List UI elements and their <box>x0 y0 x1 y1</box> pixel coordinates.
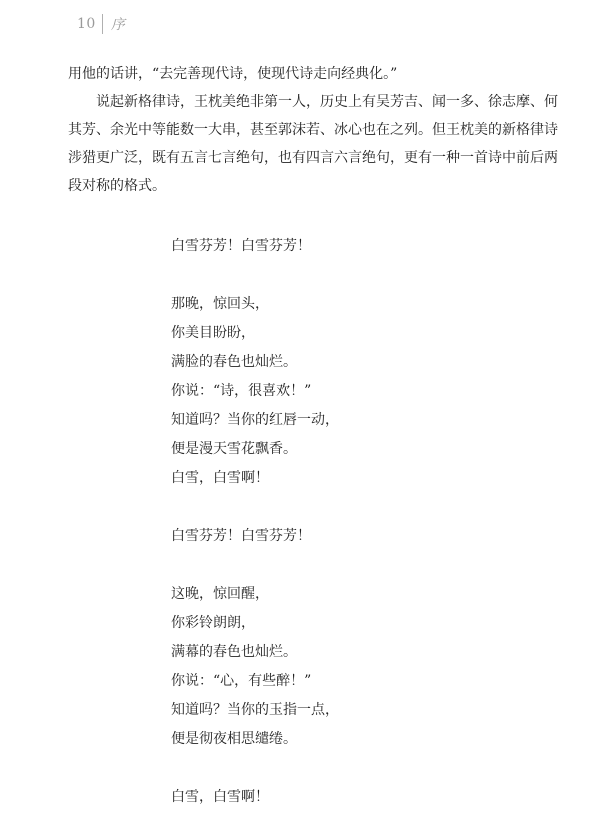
stanza-gap <box>171 493 551 522</box>
stanza-gap <box>171 261 551 290</box>
page-number: 10 <box>77 16 96 32</box>
poem-closing-line: 白雪，白雪啊！ <box>171 789 269 805</box>
poem-line: 这晚，惊回醒， <box>171 586 269 602</box>
preface-body <box>68 60 558 200</box>
poem-line: 你美目盼盼， <box>171 325 255 341</box>
poem-line: 知道吗？当你的玉指一点， <box>171 702 339 718</box>
poem-line: 满脸的春色也灿烂。 <box>171 354 297 370</box>
stanza-gap <box>171 754 551 783</box>
poem-line: 你彩铃朗朗， <box>171 615 255 631</box>
poem-line: 便是漫天雪花飘香。 <box>171 441 297 457</box>
poem-line: 你说：“心，有些醉！” <box>171 673 312 689</box>
stanza-gap <box>171 551 551 580</box>
poem-line: 便是彻夜相思缱绻。 <box>171 731 297 747</box>
paragraph-new-metrical-poetry: 说起新格律诗，王枕美绝非第一人，历史上有吴芳吉、闻一多、徐志摩、何其芳、余光中等能数一大串，甚至郭沫若、冰心也在之列。但王枕美的新格律诗涉猎更广泛，既有五言七言绝句，也有四言六言绝句，更有一种一首诗中前后两段对称的格式。 <box>68 94 558 194</box>
poem-line: 白雪，白雪啊！ <box>171 470 269 486</box>
poem-refrain: 白雪芬芳！白雪芬芳！ <box>171 528 311 544</box>
poem-line: 知道吗？当你的红唇一动， <box>171 412 339 428</box>
poem-line: 你说：“诗，很喜欢！” <box>171 383 312 399</box>
poem <box>171 232 551 812</box>
poem-line: 那晚，惊回头， <box>171 296 269 312</box>
page-header <box>77 12 125 36</box>
header-divider <box>102 14 103 34</box>
paragraph-quote: 用他的话讲，“去完善现代诗，使现代诗走向经典化。” <box>68 66 398 82</box>
section-title: 序 <box>110 17 125 33</box>
poem-refrain: 白雪芬芳！白雪芬芳！ <box>171 238 311 254</box>
poem-line: 满幕的春色也灿烂。 <box>171 644 297 660</box>
